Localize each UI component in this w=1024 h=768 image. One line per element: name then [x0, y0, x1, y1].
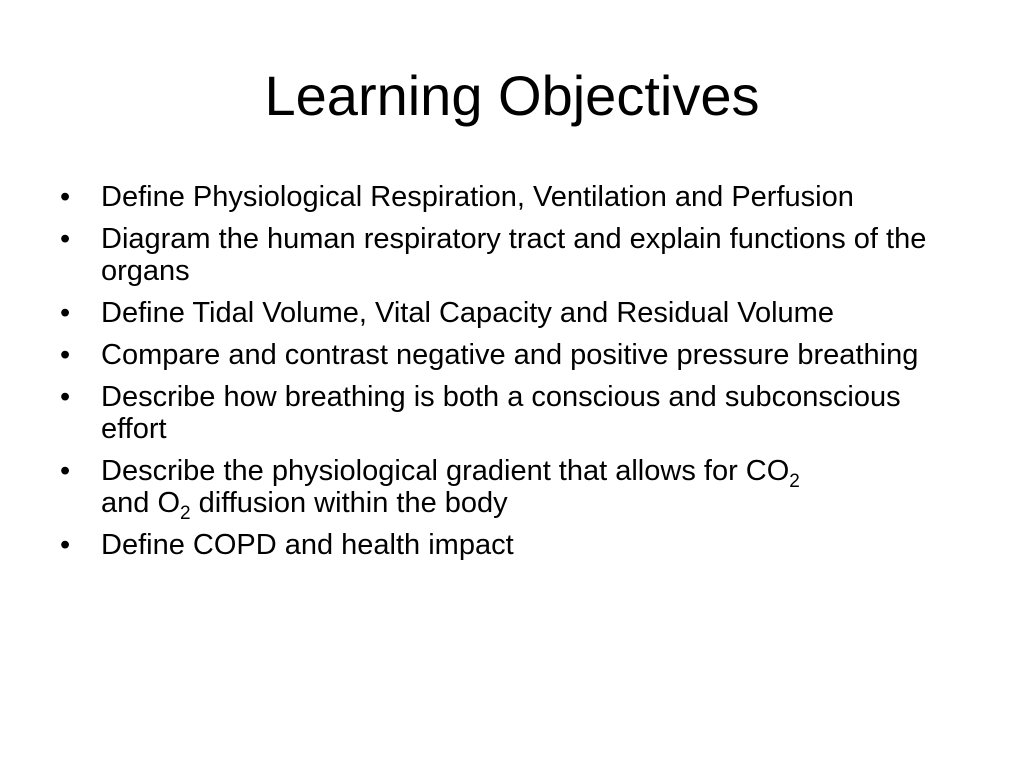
bullet-icon: • [60, 297, 71, 329]
list-item-text: Define COPD and health impact [101, 529, 514, 561]
list-item-text [101, 455, 800, 524]
bullet-icon: • [60, 529, 71, 561]
bullet-icon: • [60, 455, 71, 487]
bullet-icon: • [60, 339, 71, 371]
list-item-text: Diagram the human respiratory tract and explain functions of the organs [101, 223, 927, 287]
list-item-text: Describe how breathing is both a conscious and subconscious effort [101, 381, 901, 445]
text-part: diffusion within the body [190, 487, 508, 519]
objectives-list [54, 181, 954, 571]
list-item [54, 529, 954, 561]
list-item [54, 381, 954, 445]
list-item [54, 297, 954, 329]
subscript: 2 [789, 471, 800, 492]
text-part: and O [101, 487, 180, 519]
list-item [54, 181, 954, 213]
bullet-icon: • [60, 181, 71, 213]
list-item-text: Compare and contrast negative and positive pressure breathing [101, 339, 919, 371]
list-item [54, 223, 954, 287]
bullet-icon: • [60, 381, 71, 413]
text-part: Describe the physiological gradient that allows for CO [101, 455, 790, 487]
list-item [54, 339, 954, 371]
bullet-icon: • [60, 223, 71, 255]
slide-title: Learning Objectives [264, 64, 760, 127]
list-item [54, 455, 954, 524]
list-item-text: Define Physiological Respiration, Ventilation and Perfusion [101, 181, 854, 213]
list-item-text: Define Tidal Volume, Vital Capacity and Residual Volume [101, 297, 834, 329]
subscript: 2 [180, 503, 191, 524]
